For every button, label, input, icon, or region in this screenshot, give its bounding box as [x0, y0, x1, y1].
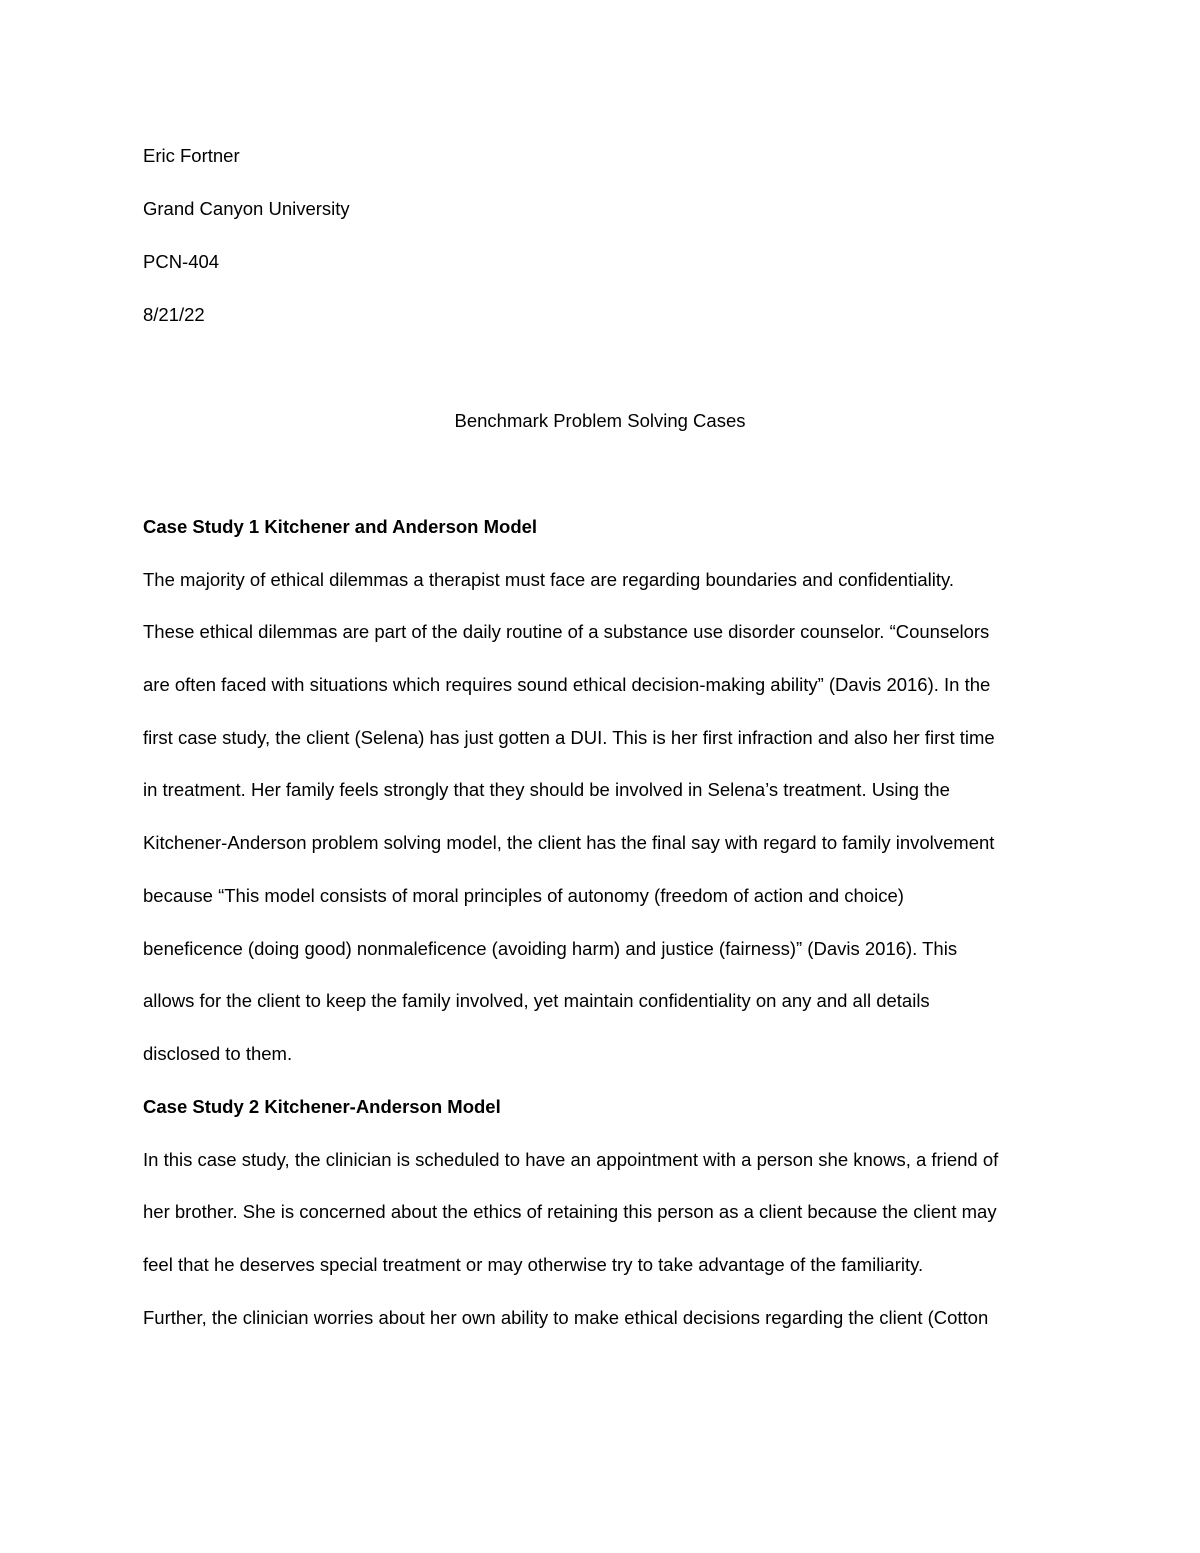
case2-paragraph-line: Further, the clinician worries about her own ability to make ethical decisions regarding the client (Cotton: [143, 1307, 989, 1328]
case1-heading: Case Study 1 Kitchener and Anderson Model: [143, 516, 538, 537]
document-title: Benchmark Problem Solving Cases: [454, 410, 746, 431]
case2-paragraph-line: her brother. She is concerned about the ethics of retaining this person as a client because the client may: [143, 1201, 997, 1222]
course-code: PCN-404: [143, 251, 220, 272]
case1-paragraph-line: disclosed to them.: [143, 1043, 293, 1064]
case2-paragraph-line: feel that he deserves special treatment or may otherwise try to take advantage of the familiarity.: [143, 1254, 924, 1275]
case2-heading: Case Study 2 Kitchener-Anderson Model: [143, 1096, 501, 1117]
case1-paragraph-line: first case study, the client (Selena) has just gotten a DUI. This is her first infraction and also her first time: [143, 727, 995, 748]
case1-paragraph-line: are often faced with situations which requires sound ethical decision-making ability” (Davis 2016). In the: [143, 674, 991, 695]
document-date: 8/21/22: [143, 304, 205, 325]
author-name: Eric Fortner: [143, 145, 240, 166]
case1-paragraph-line: These ethical dilemmas are part of the daily routine of a substance use disorder counselor. “Counselors: [143, 621, 990, 642]
case1-paragraph-line: allows for the client to keep the family involved, yet maintain confidentiality on any and all details: [143, 990, 930, 1011]
institution-name: Grand Canyon University: [143, 198, 350, 219]
case1-paragraph-line: The majority of ethical dilemmas a therapist must face are regarding boundaries and confidentiality.: [143, 569, 954, 590]
case1-paragraph-line: in treatment. Her family feels strongly that they should be involved in Selena’s treatment. Using the: [143, 779, 950, 800]
case2-paragraph-line: In this case study, the clinician is scheduled to have an appointment with a person she knows, a friend of: [143, 1149, 999, 1170]
case1-paragraph-line: beneficence (doing good) nonmaleficence (avoiding harm) and justice (fairness)” (Davis 2016). This: [143, 938, 958, 959]
case1-paragraph-line: because “This model consists of moral principles of autonomy (freedom of action and choice): [143, 885, 904, 906]
case1-paragraph-line: Kitchener-Anderson problem solving model, the client has the final say with regard to family involvement: [143, 832, 995, 853]
